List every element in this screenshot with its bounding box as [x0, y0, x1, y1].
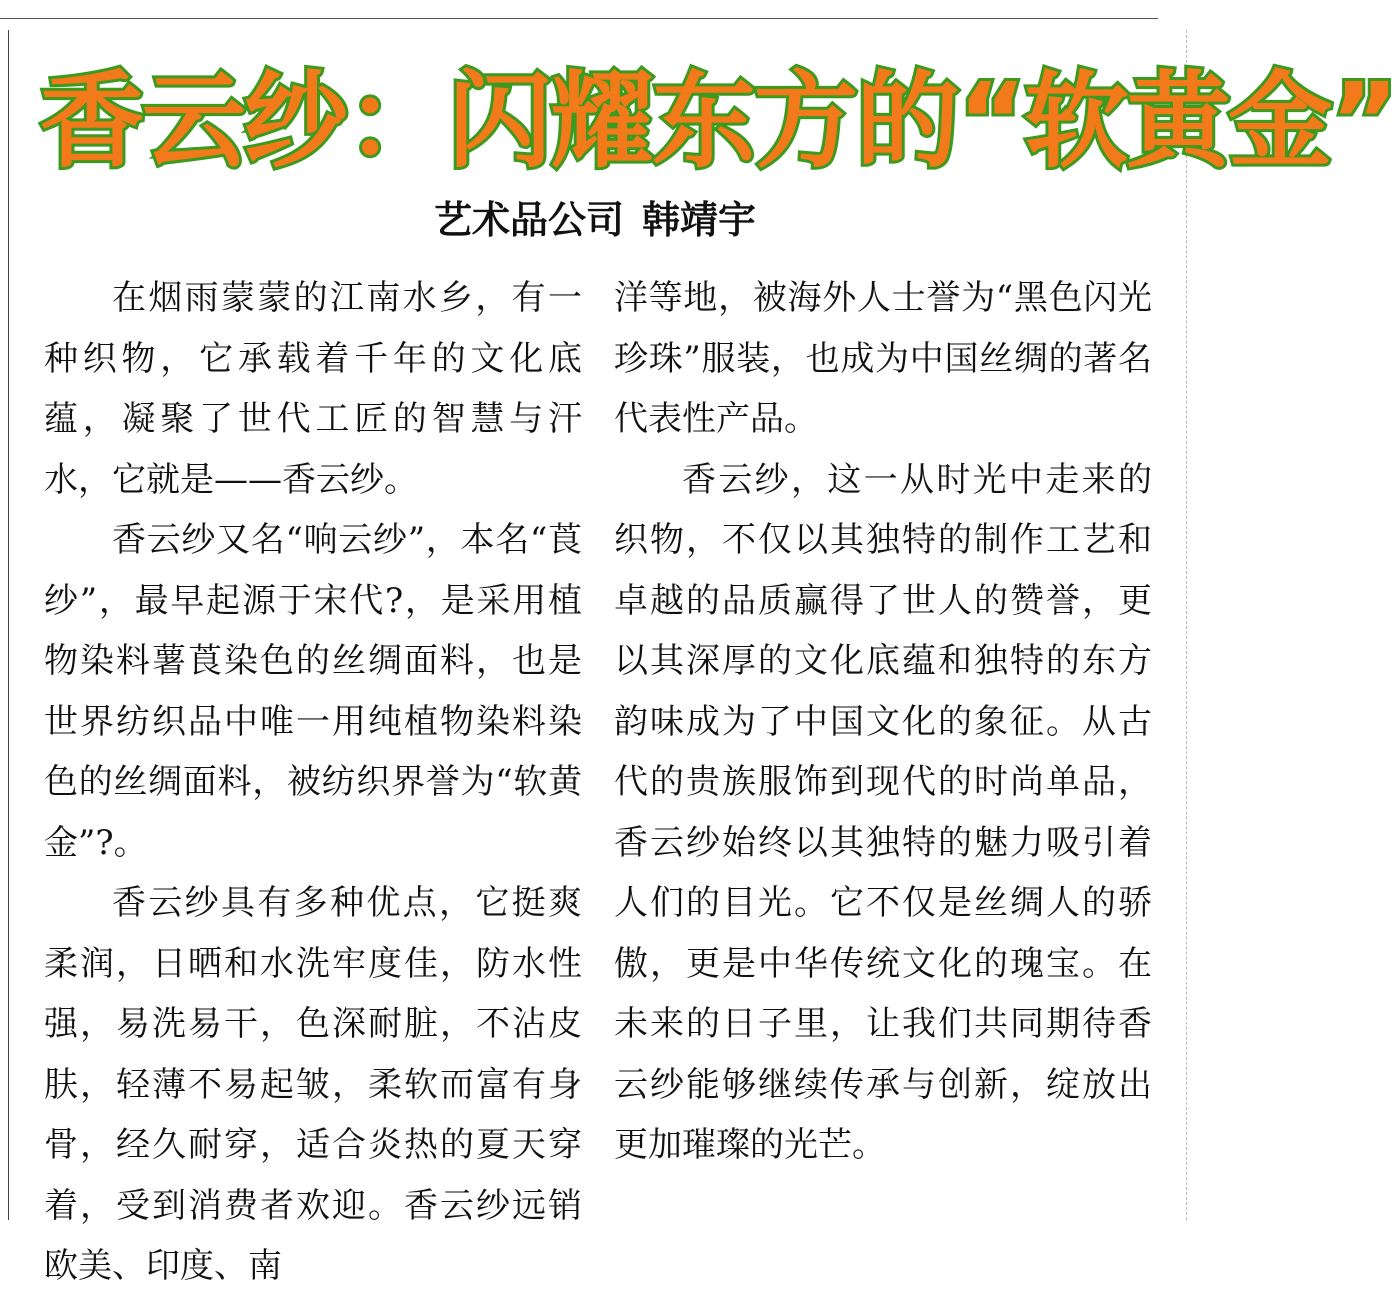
byline — [0, 192, 1190, 248]
article-column-left — [44, 268, 582, 1297]
paragraph: 香云纱又名“响云纱”，本名“莨纱”，最早起源于宋代?，是采用植物染料薯莨染色的丝绸面料，也是世界纺织品中唯一用纯植物染料染色的丝绸面料，被纺织界誉为“软黄金”?。 — [44, 520, 582, 863]
byline-author: 韩靖宇 — [642, 198, 757, 242]
article-column-right — [614, 268, 1152, 1176]
paragraph-continued: 洋等地，被海外人士誉为“黑色闪光珍珠”服装，也成为中国丝绸的著名代表性产品。 — [614, 278, 1152, 439]
paragraph: 在烟雨蒙蒙的江南水乡，有一种织物，它承载着千年的文化底蕴，凝聚了世代工匠的智慧与汗水，它就是——香云纱。 — [44, 278, 582, 500]
top-rule — [0, 18, 1158, 19]
paragraph: 香云纱，这一从时光中走来的织物，不仅以其独特的制作工艺和卓越的品质赢得了世人的赞誉，更以其深厚的文化底蕴和独特的东方韵味成为了中国文化的象征。从古代的贵族服饰到现代的时尚单品，香云纱始终以其独特的魅力吸引着人们的目光。它不仅是丝绸人的骄傲，更是中华传统文化的瑰宝。在未来的日子里，让我们共同期待香云纱能够继续传承与创新，绽放出更加璀璨的光芒。 — [614, 459, 1152, 1165]
paragraph: 香云纱具有多种优点，它挺爽柔润，日晒和水洗牢度佳，防水性强，易洗易干，色深耐脏，不沾皮肤，轻薄不易起皱，柔软而富有身骨，经久耐穿，适合炎热的夏天穿着，受到消费者欢迎。香云纱远销欧美、印度、南 — [44, 883, 582, 1286]
byline-organization: 艺术品公司 — [433, 198, 624, 242]
article-headline: 香云纱：闪耀东方的“软黄金” — [40, 60, 1397, 182]
